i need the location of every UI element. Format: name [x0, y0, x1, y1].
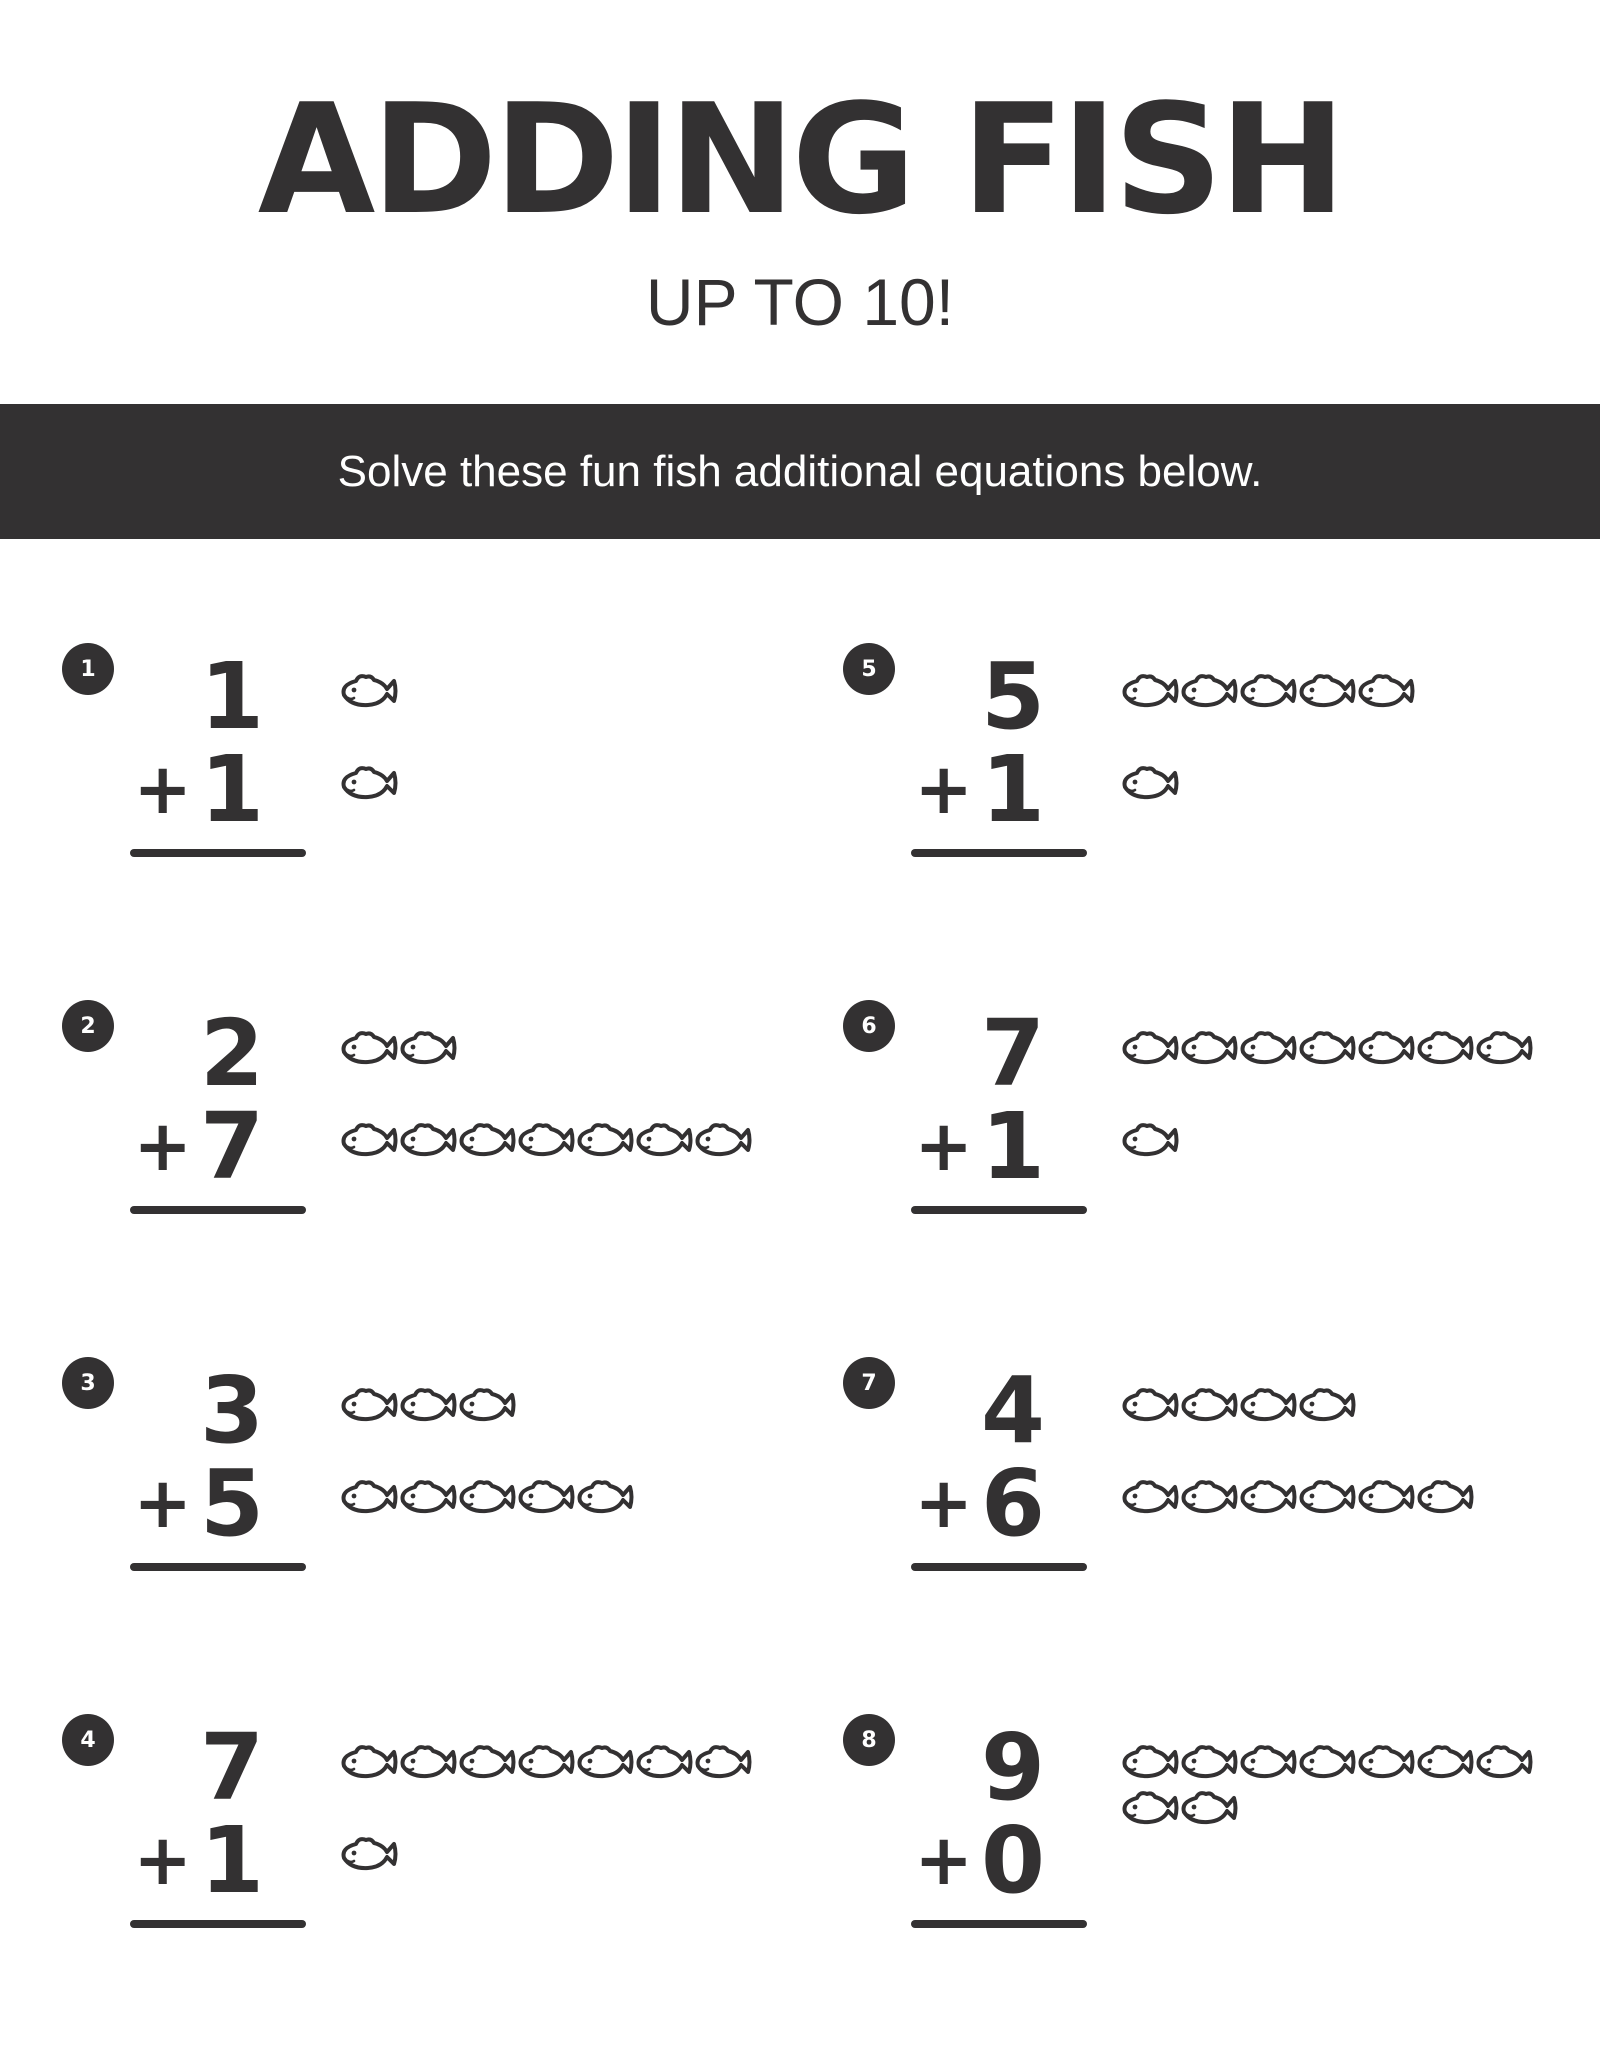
answer-line — [911, 1563, 1087, 1571]
fish-outline-icon — [338, 1740, 398, 1784]
plus-sign: + — [914, 1105, 973, 1187]
plus-sign: + — [914, 1819, 973, 1901]
fish-row-bottom — [338, 1118, 768, 1162]
problem-6 — [843, 1000, 1600, 1320]
answer-line — [911, 1920, 1087, 1928]
fish-outline-icon — [1355, 1475, 1415, 1519]
fish-outline-icon — [456, 1118, 516, 1162]
fish-outline-icon — [1178, 1740, 1238, 1784]
fish-outline-icon — [338, 669, 398, 713]
fish-outline-icon — [574, 1740, 634, 1784]
problem-1 — [62, 643, 822, 963]
fish-outline-icon — [692, 1118, 752, 1162]
fish-outline-icon — [1414, 1475, 1474, 1519]
fish-outline-icon — [338, 1026, 398, 1070]
second-addend-value: 1 — [980, 1093, 1045, 1200]
problem-8 — [843, 1714, 1600, 2034]
plus-sign: + — [133, 1105, 192, 1187]
fish-outline-icon — [1178, 1026, 1238, 1070]
second-addend — [133, 736, 264, 843]
fish-outline-icon — [456, 1475, 516, 1519]
second-addend — [133, 1450, 264, 1557]
fish-outline-icon — [1296, 1026, 1356, 1070]
fish-outline-icon — [1178, 1786, 1238, 1830]
fish-outline-icon — [1355, 669, 1415, 713]
first-addend: 3 — [199, 1357, 264, 1464]
first-addend: 5 — [980, 643, 1045, 750]
fish-row-top — [1119, 1026, 1549, 1070]
second-addend-value: 5 — [199, 1450, 264, 1557]
second-addend — [133, 1093, 264, 1200]
problem-7 — [843, 1357, 1600, 1677]
fish-row-top — [1119, 1740, 1549, 1830]
fish-outline-icon — [1237, 1026, 1297, 1070]
problem-2 — [62, 1000, 822, 1320]
first-addend: 4 — [980, 1357, 1045, 1464]
fish-outline-icon — [574, 1118, 634, 1162]
fish-row-top — [338, 1383, 768, 1427]
instructions-banner — [0, 404, 1600, 539]
fish-outline-icon — [397, 1740, 457, 1784]
fish-row-top — [338, 669, 768, 713]
fish-outline-icon — [1355, 1740, 1415, 1784]
fish-outline-icon — [1296, 669, 1356, 713]
problem-5 — [843, 643, 1600, 963]
fish-outline-icon — [1178, 1475, 1238, 1519]
fish-outline-icon — [1473, 1026, 1533, 1070]
fish-row-bottom — [338, 1832, 768, 1876]
plus-sign: + — [914, 1462, 973, 1544]
fish-outline-icon — [397, 1383, 457, 1427]
problem-number-badge: 4 — [62, 1714, 114, 1766]
fish-outline-icon — [1119, 669, 1179, 713]
fish-outline-icon — [338, 1475, 398, 1519]
fish-outline-icon — [1178, 1383, 1238, 1427]
problem-number-badge: 3 — [62, 1357, 114, 1409]
problem-number-badge: 5 — [843, 643, 895, 695]
fish-outline-icon — [456, 1740, 516, 1784]
problem-number-badge: 1 — [62, 643, 114, 695]
fish-outline-icon — [338, 1118, 398, 1162]
plus-sign: + — [133, 1462, 192, 1544]
fish-outline-icon — [1296, 1475, 1356, 1519]
first-addend: 2 — [199, 1000, 264, 1107]
fish-outline-icon — [1414, 1026, 1474, 1070]
fish-row-bottom — [1119, 761, 1549, 805]
fish-outline-icon — [633, 1740, 693, 1784]
instructions-text: Solve these fun fish additional equations below. — [337, 446, 1263, 496]
fish-outline-icon — [338, 1832, 398, 1876]
second-addend — [133, 1807, 264, 1914]
fish-outline-icon — [1119, 1786, 1179, 1830]
answer-line — [130, 1206, 306, 1214]
fish-outline-icon — [515, 1475, 575, 1519]
problem-number-badge: 8 — [843, 1714, 895, 1766]
plus-sign: + — [133, 748, 192, 830]
answer-line — [130, 849, 306, 857]
fish-row-bottom — [1119, 1475, 1549, 1519]
fish-outline-icon — [1296, 1383, 1356, 1427]
first-addend: 1 — [199, 643, 264, 750]
fish-outline-icon — [1119, 1026, 1179, 1070]
fish-outline-icon — [1296, 1740, 1356, 1784]
fish-outline-icon — [1355, 1026, 1415, 1070]
fish-outline-icon — [397, 1118, 457, 1162]
second-addend — [914, 1807, 1045, 1914]
fish-outline-icon — [1119, 1475, 1179, 1519]
fish-outline-icon — [1237, 1383, 1297, 1427]
fish-outline-icon — [338, 761, 398, 805]
fish-outline-icon — [633, 1118, 693, 1162]
fish-outline-icon — [397, 1026, 457, 1070]
page-subtitle: UP TO 10! — [645, 265, 955, 339]
second-addend — [914, 1450, 1045, 1557]
first-addend: 9 — [980, 1714, 1045, 1821]
fish-outline-icon — [1414, 1740, 1474, 1784]
second-addend-value: 7 — [199, 1093, 264, 1200]
fish-row-bottom — [1119, 1118, 1549, 1162]
fish-outline-icon — [515, 1118, 575, 1162]
fish-outline-icon — [1119, 1118, 1179, 1162]
second-addend-value: 1 — [199, 736, 264, 843]
fish-outline-icon — [1119, 1383, 1179, 1427]
second-addend — [914, 736, 1045, 843]
answer-line — [130, 1563, 306, 1571]
problem-number-badge: 6 — [843, 1000, 895, 1052]
fish-outline-icon — [1178, 669, 1238, 713]
answer-line — [130, 1920, 306, 1928]
fish-outline-icon — [515, 1740, 575, 1784]
fish-outline-icon — [338, 1383, 398, 1427]
first-addend: 7 — [980, 1000, 1045, 1107]
problem-number-badge: 2 — [62, 1000, 114, 1052]
problem-3 — [62, 1357, 822, 1677]
fish-outline-icon — [1237, 669, 1297, 713]
fish-row-top — [338, 1026, 768, 1070]
fish-outline-icon — [574, 1475, 634, 1519]
fish-outline-icon — [1119, 761, 1179, 805]
fish-row-top — [1119, 1383, 1549, 1427]
second-addend-value: 6 — [980, 1450, 1045, 1557]
fish-row-bottom — [338, 761, 768, 805]
fish-outline-icon — [1473, 1740, 1533, 1784]
fish-outline-icon — [1119, 1740, 1179, 1784]
second-addend-value: 1 — [199, 1807, 264, 1914]
page-title: ADDING FISH — [257, 71, 1343, 248]
fish-row-top — [1119, 669, 1549, 713]
answer-line — [911, 1206, 1087, 1214]
second-addend-value: 1 — [980, 736, 1045, 843]
second-addend-value: 0 — [980, 1807, 1045, 1914]
fish-row-top — [338, 1740, 768, 1784]
fish-row-bottom — [338, 1475, 768, 1519]
problem-number-badge: 7 — [843, 1357, 895, 1409]
answer-line — [911, 849, 1087, 857]
problem-4 — [62, 1714, 822, 2034]
fish-outline-icon — [1237, 1475, 1297, 1519]
fish-outline-icon — [397, 1475, 457, 1519]
plus-sign: + — [914, 748, 973, 830]
fish-outline-icon — [1237, 1740, 1297, 1784]
plus-sign: + — [133, 1819, 192, 1901]
fish-outline-icon — [692, 1740, 752, 1784]
fish-outline-icon — [456, 1383, 516, 1427]
second-addend — [914, 1093, 1045, 1200]
first-addend: 7 — [199, 1714, 264, 1821]
